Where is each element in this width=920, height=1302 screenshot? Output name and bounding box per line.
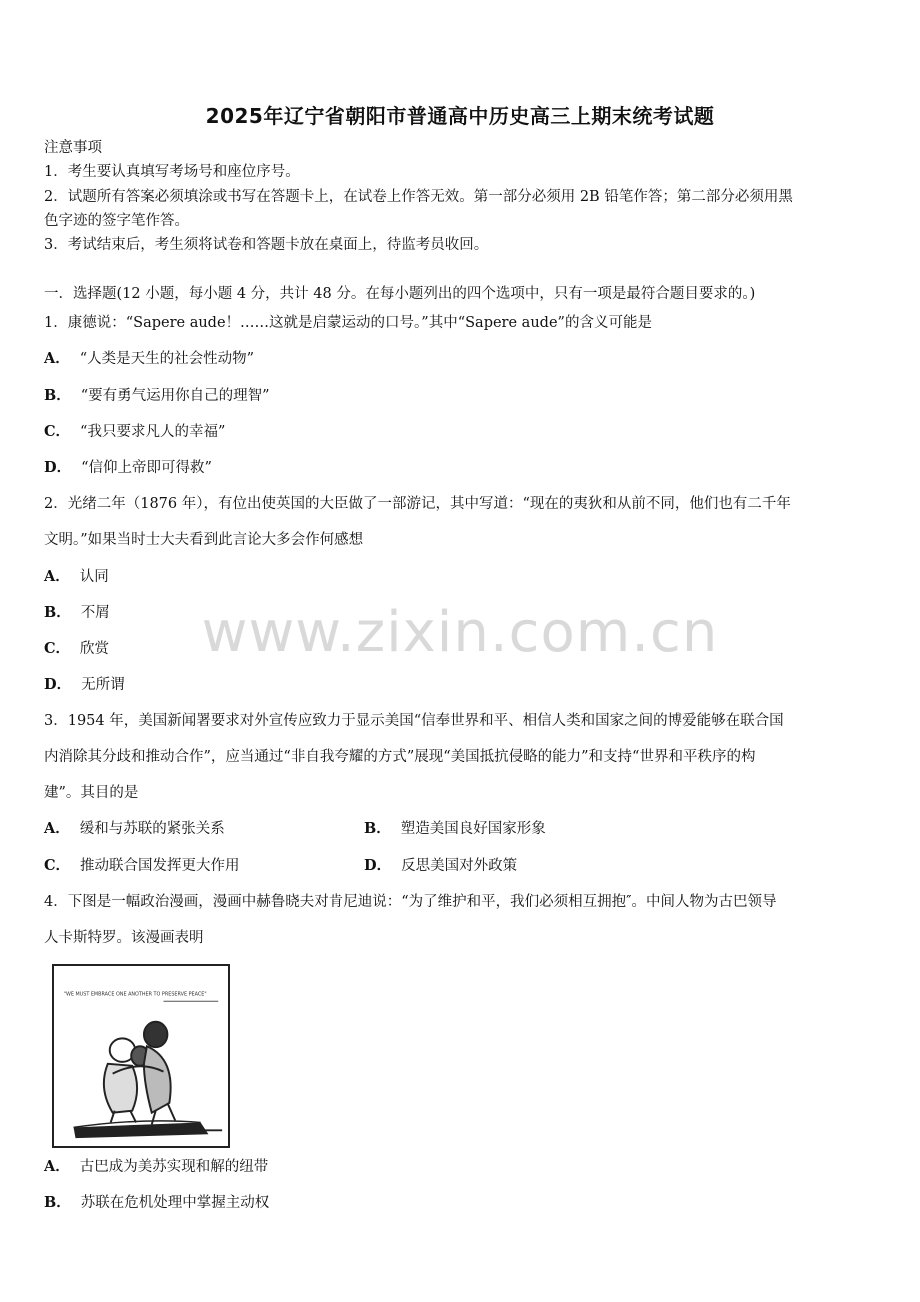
q1-stem: 1．康德说：“Sapere aude！……这就是启蒙运动的口号。”其中“Sapere aude”的含义可能是 — [44, 315, 652, 331]
option-text: “信仰上帝即可得救” — [81, 460, 212, 476]
option-letter: B． — [44, 604, 71, 621]
q2-stem-line2: 文明。”如果当时士大夫看到此言论大多会作何感想 — [44, 532, 364, 548]
option-text: 反思美国对外政策 — [401, 858, 518, 874]
option-text: 苏联在危机处理中掌握主动权 — [80, 1195, 270, 1211]
option-letter: C． — [44, 857, 71, 874]
political-cartoon-image — [52, 964, 230, 1148]
q3-stem-line1: 3．1954 年，美国新闻署要求对外宣传应致力于显示美国“信奉世界和平、相信人类和国家之间的博爱能够在联合国 — [44, 713, 784, 729]
notice-item-2: 2．试题所有答案必须填涂或书写在答题卡上，在试卷上作答无效。第一部分必须用 2B 铅笔作答；第二部分必须用黑 — [44, 189, 793, 205]
option-letter: D． — [44, 676, 72, 693]
option-letter: A． — [44, 568, 70, 585]
cartoon-caption: "WE MUST EMBRACE ONE ANOTHER TO PRESERVE PEACE" — [63, 991, 207, 998]
option-letter: D． — [364, 857, 392, 874]
option-letter: A． — [44, 350, 70, 367]
notice-heading: 注意事项 — [44, 140, 102, 156]
q4-option-b — [44, 1193, 269, 1213]
cartoon-figures — [104, 1022, 175, 1125]
option-text: “要有勇气运用你自己的理智” — [80, 388, 270, 404]
q3-stem-line3: 建”。其目的是 — [44, 785, 139, 801]
q3-option-b — [364, 819, 546, 839]
notice-item-3: 3．考试结束后，考生须将试卷和答题卡放在桌面上，待监考员收回。 — [44, 237, 489, 253]
q3-option-c — [44, 856, 240, 876]
q4-stem-line1: 4．下图是一幅政治漫画，漫画中赫鲁晓夫对肯尼迪说：“为了维护和平，我们必须相互拥抱″。中间人物为古巴领导 — [44, 894, 777, 910]
option-letter: B． — [364, 820, 391, 837]
q2-option-d — [44, 675, 125, 695]
cartoon-ground — [74, 1121, 223, 1138]
q2-stem-line1: 2．光绪二年（1876 年），有位出使英国的大臣做了一部游记，其中写道：“现在的夷狄和从前不同，他们也有二千年 — [44, 496, 791, 512]
q1-option-c — [44, 422, 225, 442]
option-text: “人类是天生的社会性动物” — [79, 351, 255, 367]
option-text: “我只要求凡人的幸福” — [80, 424, 226, 440]
q1-option-a — [44, 349, 254, 369]
option-text: 古巴成为美苏实现和解的纽带 — [79, 1159, 269, 1175]
option-text: 认同 — [79, 569, 109, 585]
option-letter: C． — [44, 423, 71, 440]
q1-option-b — [44, 386, 270, 406]
option-text: 不屑 — [80, 605, 110, 621]
cartoon-drawing — [54, 966, 228, 1146]
q3-option-a — [44, 819, 225, 839]
page-title: 2025年辽宁省朝阳市普通高中历史高三上期末统考试题 — [205, 104, 715, 128]
q3-option-d — [364, 856, 517, 876]
option-letter: C． — [44, 640, 71, 657]
option-letter: A． — [44, 820, 70, 837]
notice-item-1: 1．考生要认真填写考场号和座位序号。 — [44, 164, 300, 180]
option-letter: A． — [44, 1158, 70, 1175]
q3-stem-line2: 内消除其分歧和推动合作”，应当通过“非自我夸耀的方式”展现“美国抵抗侵略的能力”和支持“世界和平秩序的构 — [44, 749, 756, 765]
option-text: 无所谓 — [81, 677, 125, 693]
option-letter: B． — [44, 1194, 71, 1211]
notice-item-2-cont: 色字迹的签字笔作答。 — [44, 213, 189, 229]
option-letter: B． — [44, 387, 71, 404]
option-text: 缓和与苏联的紧张关系 — [79, 821, 225, 837]
option-text: 欣赏 — [80, 641, 110, 657]
option-text: 推动联合国发挥更大作用 — [80, 858, 240, 874]
q4-stem-line2: 人卡斯特罗。该漫画表明 — [44, 930, 204, 946]
q1-option-d — [44, 458, 212, 478]
option-letter: D． — [44, 459, 72, 476]
option-text: 塑造美国良好国家形象 — [400, 821, 546, 837]
section-heading: 一．选择题(12 小题，每小题 4 分，共计 48 分。在每小题列出的四个选项中，只有一项是最符合题目要求的。) — [44, 286, 756, 302]
q4-option-a — [44, 1157, 268, 1177]
q2-option-a — [44, 567, 109, 587]
watermark-text: www.zixin.com.cn — [201, 600, 719, 665]
